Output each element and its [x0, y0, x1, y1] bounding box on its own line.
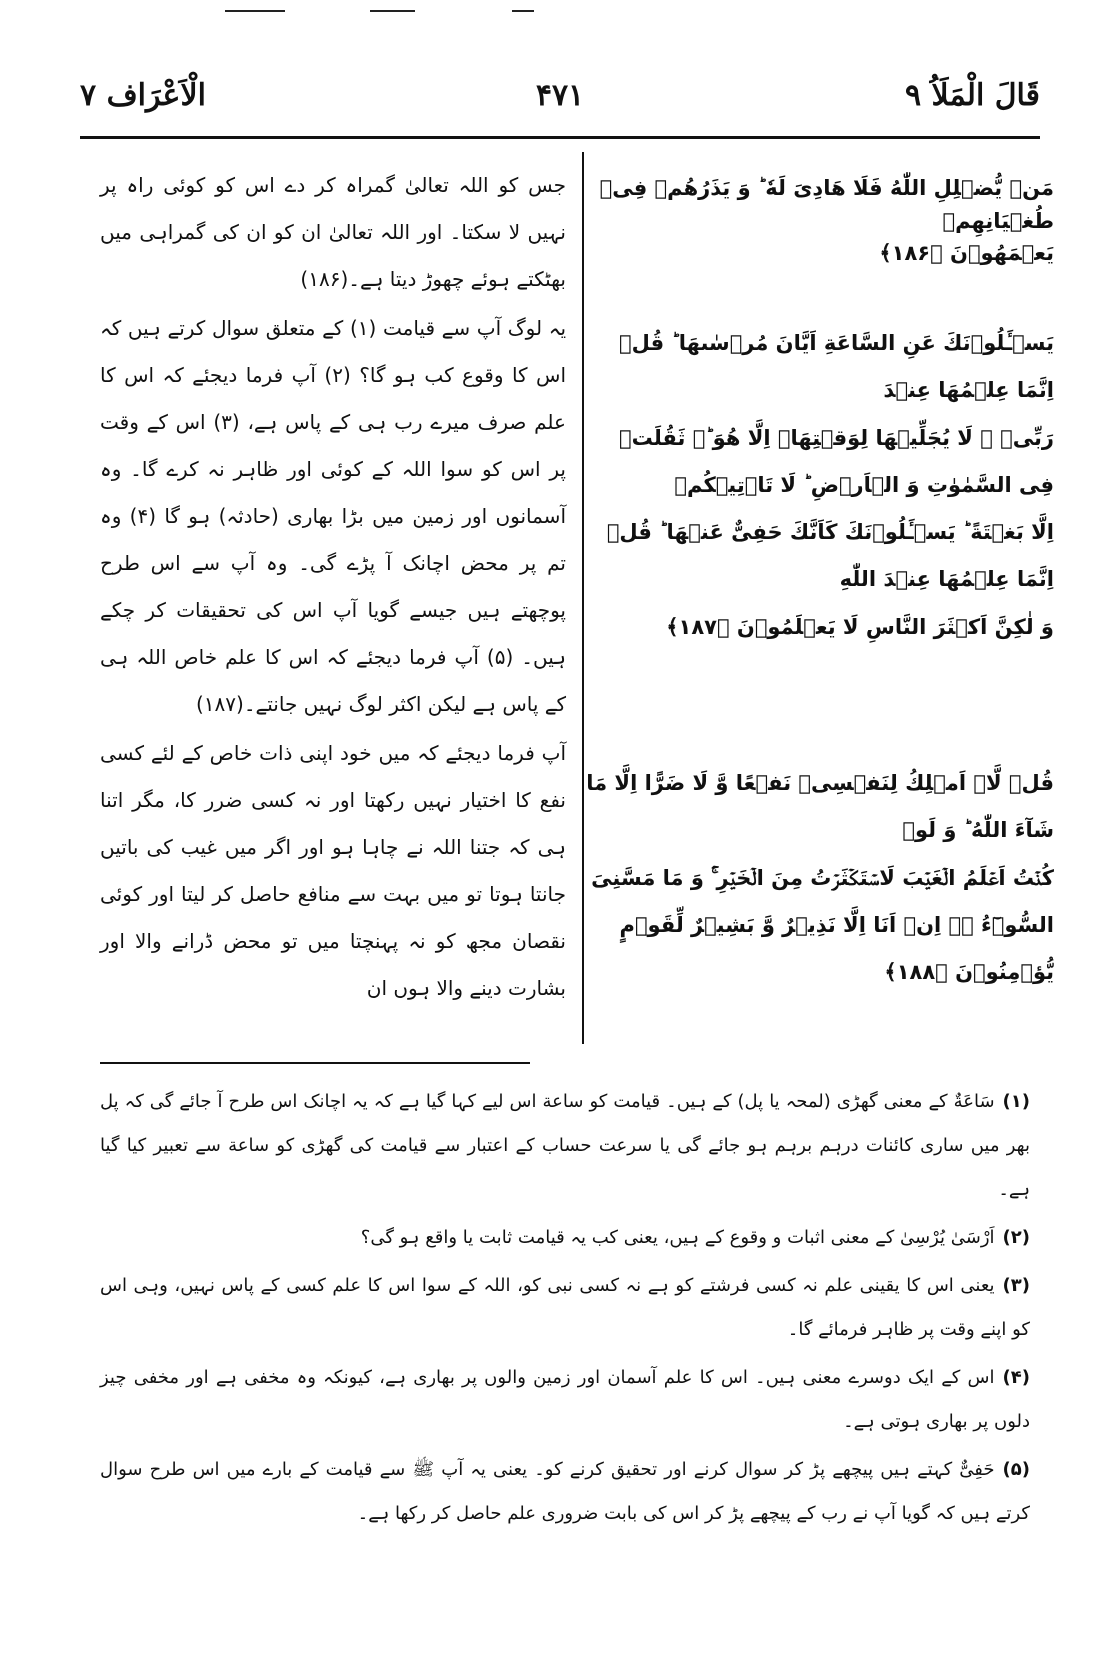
ayah-line: اِلَّا بَغۡتَةً ؕ یَسۡـَٔلُوۡنَكَ كَاَنَّكَ حَفِیٌّ عَنۡهَا ؕ قُلۡ اِنَّمَا عِلۡمُهَا عِنۡدَ اللّٰهِ — [606, 520, 1054, 592]
footnote — [100, 1216, 1030, 1260]
page-number: ۴۷۱ — [535, 78, 585, 113]
footnote-text: اَرْسَىٰ يُرْسِىٰ کے معنی اثبات و وقوع کے ہیں، یعنی کب یہ قیامت ثابت یا واقع ہو گی؟ — [360, 1227, 995, 1248]
footnote-number: (۲) — [1002, 1227, 1030, 1248]
translation-paragraph: جس کو اللہ تعالیٰ گمراہ کر دے اس کو کوئی راہ پر نہیں لا سکتا۔ اور اللہ تعالیٰ ان کو ان کی گمراہی میں بھٹکتے ہوئے چھوڑ دیتا ہے۔(۱۸۶) — [100, 173, 566, 291]
header-surah-title: الْاَعْرَاف ۷ — [80, 78, 206, 113]
ayah-187 — [584, 320, 1054, 651]
header-rule — [80, 136, 1040, 139]
ayah-line: رَبِّیۡ ۚ لَا یُجَلِّیۡهَا لِوَقۡتِهَاۤ اِلَّا هُوَ ؕۘ ثَقُلَتۡ فِی السَّمٰوٰتِ وَ الۡاَرۡضِ ؕ لَا تَاۡتِیۡكُمۡ — [619, 425, 1054, 497]
footnote-text: یعنی اس کا یقینی علم نہ کسی فرشتے کو ہے نہ کسی نبی کو، اللہ کے سوا اس کا علم کسی کے پاس نہیں، وہی اس کو اپنے وقت پر ظاہر فرمائے گا۔ — [100, 1275, 1030, 1340]
footnote — [100, 1448, 1030, 1536]
ayah-line: مَنۡ یُّضۡلِلِ اللّٰهُ فَلَا هَادِیَ لَهٗ ؕ وَ یَذَرُهُمۡ فِیۡ طُغۡیَانِهِمۡ — [599, 176, 1054, 233]
translation-paragraph: یہ لوگ آپ سے قیامت (۱) کے متعلق سوال کرتے ہیں کہ اس کا وقوع کب ہو گا؟ (۲) آپ فرما دیجئے کہ اس کا علم صرف میرے رب ہی کے پاس ہے، (۳) اس کے وقت پر اس کو سوا اللہ کے کوئی اور ظاہر نہ کرے گا۔ وہ آسمانوں اور زمین میں بڑا بھاری (حادثہ) ہو گا (۴) وہ تم پر محض اچانک آ پڑے گی۔ وہ آپ سے اس طرح پوچھتے ہیں جیسے گویا آپ اس کی تحقیقات کر چکے ہیں۔ (۵) آپ فرما دیجئے کہ اس کا علم خاص اللہ ہی کے پاس ہے لیکن اکثر لوگ نہیں جانتے۔(۱۸۷) — [100, 316, 567, 716]
footnotes — [100, 1080, 1030, 1540]
footnote-text: سَاعَةٌ کے معنی گھڑی (لمحہ یا پل) کے ہیں۔ قیامت کو ساعة اس لیے کہا گیا ہے کہ یہ اچانک اس طرح آ جائے گی کہ پل بھر میں ساری کائنات درہم برہم ہو جائے گی یا سرعت حساب کے اعتبار سے قیامت کی گھڑی کو ساعة سے تعبیر کیا گیا ہے۔ — [100, 1091, 1030, 1200]
footnote-text: حَفِیٌّ کہتے ہیں پیچھے پڑ کر سوال کرنے اور تحقیق کرنے کو۔ یعنی یہ آپ ﷺ سے قیامت کے بارے میں اس طرح سوال کرتے ہیں کہ گویا آپ نے رب کے پیچھے پڑ کر اس کی بابت ضروری علم حاصل کر رکھا ہے۔ — [100, 1459, 1030, 1524]
ayah-line: یَسۡـَٔلُوۡنَكَ عَنِ السَّاعَةِ اَیَّانَ مُرۡسٰىهَا ؕ قُلۡ اِنَّمَا عِلۡمُهَا عِنۡدَ — [619, 331, 1054, 403]
ayah-line: یَعۡمَهُوۡنَ ﴿۱۸۶﴾ — [879, 241, 1054, 266]
footnote-text: اس کے ایک دوسرے معنی ہیں۔ اس کا علم آسمان اور زمین والوں پر بھاری ہے، کیونکہ وہ مخفی ہے اور مخفی چیز دلوں پر بھاری ہوتی ہے۔ — [100, 1367, 1030, 1432]
footnote — [100, 1264, 1030, 1352]
footnote — [100, 1080, 1030, 1212]
translation-paragraph: آپ فرما دیجئے کہ میں خود اپنی ذات خاص کے لئے کسی نفع کا اختیار نہیں رکھتا اور نہ کسی ضرر کا، مگر اتنا ہی کہ جتنا اللہ نے چاہا ہو اور اگر میں غیب کی باتیں جانتا ہوتا تو میں بہت سے منافع حاصل کر لیتا اور کوئی نقصان مجھ کو نہ پہنچتا میں تو محض ڈرانے والا اور بشارت دینے والا ہوں ان — [100, 741, 566, 1000]
footnote-number: (۴) — [1002, 1367, 1030, 1388]
footnote-number: (۱) — [1002, 1091, 1030, 1112]
ayah-line: قُلۡ لَّاۤ اَمۡلِكُ لِنَفۡسِیۡ نَفۡعًا وَّ لَا ضَرًّا اِلَّا مَا شَآءَ اللّٰهُ ؕ وَ لَوۡ — [586, 771, 1054, 843]
column-divider — [582, 152, 584, 1044]
ayah-line: السُّوۡٓءُ ۚۛ اِنۡ اَنَا اِلَّا نَذِیۡرٌ وَّ بَشِیۡرٌ لِّقَوۡمٍ یُّؤۡمِنُوۡنَ ﴿۱۸۸﴾ — [619, 912, 1054, 984]
top-mark — [512, 10, 534, 12]
translation-column — [100, 162, 566, 1014]
footnote-number: (۳) — [1002, 1275, 1030, 1296]
ayah-line: كُنۡتُ اَعۡلَمُ الۡغَیۡبَ لَاسۡتَكۡثَرۡتُ مِنَ الۡخَیۡرِ ۚۛ وَ مَا مَسَّنِیَ — [591, 865, 1054, 890]
page-header — [80, 78, 1040, 128]
top-mark — [225, 10, 285, 12]
ayah-188 — [584, 760, 1054, 996]
footnote — [100, 1356, 1030, 1444]
ayah-line: وَ لٰكِنَّ اَكۡثَرَ النَّاسِ لَا یَعۡلَمُوۡنَ ﴿۱۸۷﴾ — [666, 614, 1054, 639]
ayah-186 — [584, 172, 1054, 270]
header-para-title: قَالَ الْمَلَاُ ۹ — [904, 78, 1040, 113]
footnote-rule — [100, 1062, 530, 1064]
footnote-number: (۵) — [1002, 1459, 1030, 1480]
top-mark — [370, 10, 415, 12]
